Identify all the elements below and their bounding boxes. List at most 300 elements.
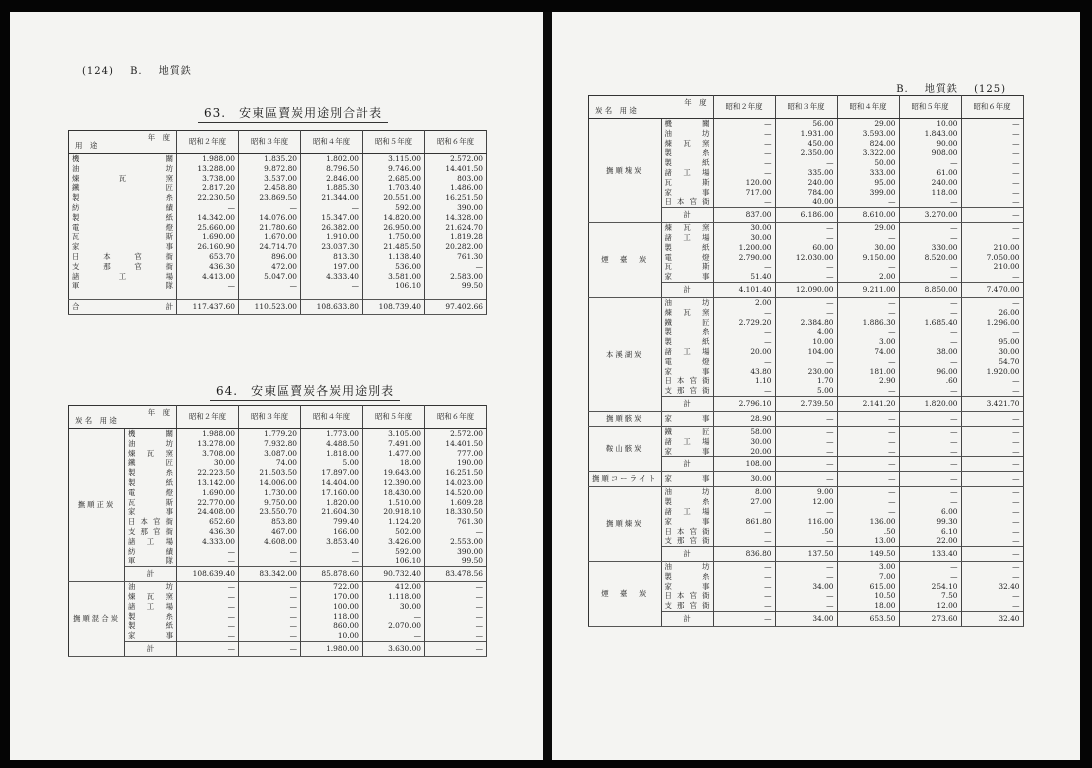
value-cell: —: [837, 297, 899, 307]
subtotal-value: 653.50: [837, 612, 899, 627]
value-cell: 8.00: [713, 487, 775, 497]
value-cell: 1.703.40: [363, 183, 425, 193]
value-cell: 5.00: [301, 458, 363, 468]
value-cell: —: [961, 148, 1023, 158]
value-cell: —: [775, 507, 837, 517]
page-number: (124): [82, 66, 114, 77]
value-cell: 2.572.00: [425, 429, 487, 439]
use-label: 電 燈: [661, 357, 713, 367]
value-cell: 9.872.80: [239, 164, 301, 174]
value-cell: 12.00: [775, 497, 837, 507]
table-row: [69, 507, 487, 517]
value-cell: —: [713, 158, 775, 168]
value-cell: 27.00: [713, 497, 775, 507]
value-cell: —: [961, 223, 1023, 233]
value-cell: —: [961, 572, 1023, 582]
total-value: 97.402.66: [425, 300, 487, 315]
value-cell: 197.00: [301, 262, 363, 272]
use-label: 瓦 斯: [661, 262, 713, 272]
value-cell: 106.10: [363, 556, 425, 566]
value-cell: 908.00: [899, 148, 961, 158]
value-cell: 43.80: [713, 367, 775, 377]
value-cell: —: [899, 426, 961, 436]
use-label: 家 事: [69, 242, 177, 252]
subtotal-value: 837.00: [713, 208, 775, 223]
table-64-header-row: [69, 406, 487, 429]
value-cell: 1.70: [775, 376, 837, 386]
year-header: 昭和３年度: [239, 406, 301, 429]
value-cell: —: [775, 437, 837, 447]
value-cell: 23.550.70: [239, 507, 301, 517]
value-cell: —: [961, 386, 1023, 396]
value-cell: 58.00: [713, 426, 775, 436]
value-cell: 118.00: [301, 612, 363, 622]
value-cell: —: [713, 139, 775, 149]
value-cell: —: [239, 203, 301, 213]
value-cell: 8.520.00: [899, 253, 961, 263]
use-label: 鐵 匠: [661, 318, 713, 328]
value-cell: —: [961, 188, 1023, 198]
subtotal-row: [69, 641, 487, 656]
value-cell: 30.00: [177, 458, 239, 468]
table-row: [69, 631, 487, 641]
value-cell: 1.819.28: [425, 232, 487, 242]
value-cell: 3.00: [837, 337, 899, 347]
value-cell: —: [775, 233, 837, 243]
use-label: 家 事: [125, 631, 177, 641]
value-cell: 181.00: [837, 367, 899, 377]
value-cell: —: [177, 281, 239, 291]
value-cell: 7.00: [837, 572, 899, 582]
value-cell: 14.401.50: [425, 439, 487, 449]
value-cell: —: [961, 517, 1023, 527]
value-cell: —: [899, 411, 961, 426]
value-cell: —: [837, 487, 899, 497]
subtotal-value: 273.60: [899, 612, 961, 627]
table-row: [69, 478, 487, 488]
value-cell: 56.00: [775, 119, 837, 129]
subtotal-value: 12.090.00: [775, 282, 837, 297]
right-page-header: [896, 80, 1018, 95]
subtotal-value: 7.470.00: [961, 282, 1023, 297]
value-cell: —: [899, 233, 961, 243]
value-cell: 23.869.50: [239, 193, 301, 203]
subtotal-value: 137.50: [775, 547, 837, 562]
table-row: [69, 429, 487, 439]
table-row: [69, 213, 487, 223]
value-cell: 14.076.00: [239, 213, 301, 223]
value-cell: 1.820.00: [301, 498, 363, 508]
use-label: 製 糸: [661, 148, 713, 158]
value-cell: 1.477.00: [363, 449, 425, 459]
value-cell: 13.142.00: [177, 478, 239, 488]
value-cell: —: [775, 262, 837, 272]
use-label: 電 燈: [661, 253, 713, 263]
value-cell: —: [775, 426, 837, 436]
value-cell: 5.00: [775, 386, 837, 396]
value-cell: —: [837, 327, 899, 337]
value-cell: 74.00: [837, 347, 899, 357]
value-cell: 30.00: [713, 437, 775, 447]
value-cell: 2.846.00: [301, 174, 363, 184]
value-cell: —: [837, 308, 899, 318]
value-cell: —: [239, 582, 301, 592]
value-cell: 333.00: [837, 168, 899, 178]
value-cell: —: [899, 262, 961, 272]
use-label: 機 關: [661, 119, 713, 129]
use-label: 日本官衙: [661, 591, 713, 601]
value-cell: —: [775, 411, 837, 426]
value-cell: 803.00: [425, 174, 487, 184]
table-row: [589, 119, 1024, 129]
value-cell: 1.773.00: [301, 429, 363, 439]
value-cell: 99.30: [899, 517, 961, 527]
value-cell: —: [425, 621, 487, 631]
value-cell: —: [837, 437, 899, 447]
value-cell: 7.932.80: [239, 439, 301, 449]
use-label: 油 坊: [125, 582, 177, 592]
value-cell: —: [425, 612, 487, 622]
header-diagonal-cell: 年 度 炭 名 用 途: [589, 96, 714, 119]
value-cell: 2.00: [837, 272, 899, 282]
value-cell: —: [961, 158, 1023, 168]
value-cell: —: [713, 386, 775, 396]
value-cell: 30.00: [837, 243, 899, 253]
value-cell: —: [961, 119, 1023, 129]
value-cell: —: [775, 572, 837, 582]
table-row: [69, 174, 487, 184]
use-label: 家 事: [125, 507, 177, 517]
value-cell: 3.853.40: [301, 537, 363, 547]
use-label: 家 事: [661, 272, 713, 282]
value-cell: —: [899, 337, 961, 347]
value-cell: —: [713, 337, 775, 347]
use-label: 油 坊: [661, 562, 713, 572]
use-label: 日 本 官 衙: [69, 252, 177, 262]
value-cell: 6.00: [899, 507, 961, 517]
value-cell: 2.384.80: [775, 318, 837, 328]
subtotal-value: 90.732.40: [363, 567, 425, 582]
value-cell: —: [961, 129, 1023, 139]
value-cell: 18.430.00: [363, 488, 425, 498]
value-cell: —: [713, 507, 775, 517]
value-cell: —: [425, 582, 487, 592]
value-cell: —: [961, 447, 1023, 457]
value-cell: 722.00: [301, 582, 363, 592]
value-cell: 1.920.00: [961, 367, 1023, 377]
table-row: [69, 517, 487, 527]
value-cell: —: [899, 487, 961, 497]
table-row: [589, 426, 1024, 436]
value-cell: —: [301, 547, 363, 557]
use-label: 電 燈: [69, 223, 177, 233]
subtotal-label: 計: [661, 612, 713, 627]
value-cell: —: [961, 233, 1023, 243]
value-cell: —: [177, 631, 239, 641]
value-cell: —: [899, 572, 961, 582]
table-row: [69, 527, 487, 537]
value-cell: 3.738.00: [177, 174, 239, 184]
subtotal-label: 計: [125, 567, 177, 582]
subtotal-value: —: [961, 457, 1023, 472]
use-label: 煉 瓦 窯: [69, 174, 177, 184]
value-cell: 21.503.50: [239, 468, 301, 478]
value-cell: 29.00: [837, 119, 899, 129]
value-cell: 34.00: [775, 582, 837, 592]
subtotal-value: 3.630.00: [363, 641, 425, 656]
value-cell: 12.030.00: [775, 253, 837, 263]
subtotal-value: 32.40: [961, 612, 1023, 627]
table-row: [589, 472, 1024, 487]
value-cell: 21.485.50: [363, 242, 425, 252]
use-label: 諸 工 場: [125, 537, 177, 547]
section-title: 地質鉄: [924, 84, 958, 95]
value-cell: —: [961, 497, 1023, 507]
value-cell: 330.00: [899, 243, 961, 253]
value-cell: —: [961, 426, 1023, 436]
use-label: 製 糸: [661, 572, 713, 582]
value-cell: —: [239, 592, 301, 602]
value-cell: —: [713, 601, 775, 611]
subtotal-value: 6.186.00: [775, 208, 837, 223]
value-cell: 1.988.00: [177, 154, 239, 164]
value-cell: —: [899, 437, 961, 447]
year-header: 昭和５年度: [363, 131, 425, 154]
coal-name: 撫順煉炭: [589, 487, 662, 562]
value-cell: 1.138.40: [363, 252, 425, 262]
value-cell: 51.40: [713, 272, 775, 282]
year-header: 昭和６年度: [961, 96, 1023, 119]
subtotal-label: 計: [125, 641, 177, 656]
value-cell: 5.047.00: [239, 272, 301, 282]
table-64-left: [68, 405, 487, 657]
value-cell: —: [837, 472, 899, 487]
year-header: 昭和４年度: [837, 96, 899, 119]
value-cell: 13.00: [837, 536, 899, 546]
value-cell: 18.00: [837, 601, 899, 611]
page-number: (125): [974, 84, 1006, 95]
value-cell: 9.00: [775, 487, 837, 497]
value-cell: 1.843.00: [899, 129, 961, 139]
value-cell: 170.00: [301, 592, 363, 602]
use-label: 製 糸: [661, 497, 713, 507]
value-cell: —: [899, 272, 961, 282]
use-label: 製 紙: [661, 337, 713, 347]
section-letter: B.: [896, 84, 909, 95]
value-cell: 25.660.00: [177, 223, 239, 233]
value-cell: —: [837, 411, 899, 426]
value-cell: 26.00: [961, 308, 1023, 318]
table-row: [69, 449, 487, 459]
value-cell: 54.70: [961, 357, 1023, 367]
value-cell: 210.00: [961, 262, 1023, 272]
section-letter: B.: [130, 66, 143, 77]
value-cell: 210.00: [961, 243, 1023, 253]
use-label: 諸 工 場: [661, 168, 713, 178]
value-cell: 26.950.00: [363, 223, 425, 233]
value-cell: 390.00: [425, 547, 487, 557]
table-64-caption: 64. 安東區賣炭各炭用途別表: [210, 382, 400, 401]
value-cell: 12.00: [899, 601, 961, 611]
value-cell: 30.00: [713, 472, 775, 487]
use-label: 煉 瓦 窯: [661, 223, 713, 233]
subtotal-value: —: [239, 641, 301, 656]
value-cell: 14.328.00: [425, 213, 487, 223]
coal-name: 撫順正炭: [69, 429, 125, 582]
value-cell: —: [775, 357, 837, 367]
value-cell: —: [239, 556, 301, 566]
value-cell: 95.00: [837, 178, 899, 188]
table-row: [589, 223, 1024, 233]
value-cell: 14.023.00: [425, 478, 487, 488]
value-cell: 412.00: [363, 582, 425, 592]
subtotal-value: 4.101.40: [713, 282, 775, 297]
table-row: [69, 468, 487, 478]
use-label: 日本官衙: [661, 527, 713, 537]
value-cell: 8.796.50: [301, 164, 363, 174]
value-cell: 390.00: [425, 203, 487, 213]
left-page: [10, 12, 543, 760]
value-cell: 23.037.30: [301, 242, 363, 252]
value-cell: —: [239, 631, 301, 641]
value-cell: 13.288.00: [177, 164, 239, 174]
value-cell: —: [239, 602, 301, 612]
value-cell: 30.00: [713, 223, 775, 233]
value-cell: 2.583.00: [425, 272, 487, 282]
year-header: 昭和２年度: [177, 406, 239, 429]
value-cell: 21.344.00: [301, 193, 363, 203]
value-cell: 799.40: [301, 517, 363, 527]
subtotal-value: 3.270.00: [899, 208, 961, 223]
value-cell: —: [775, 591, 837, 601]
use-label: 煉 瓦 窯: [125, 592, 177, 602]
year-header: 昭和５年度: [899, 96, 961, 119]
value-cell: —: [713, 591, 775, 601]
subtotal-value: 133.40: [899, 547, 961, 562]
value-cell: 436.30: [177, 262, 239, 272]
value-cell: 4.488.50: [301, 439, 363, 449]
value-cell: —: [775, 297, 837, 307]
value-cell: 1.835.20: [239, 154, 301, 164]
table-row: [69, 621, 487, 631]
subtotal-row: [69, 567, 487, 582]
value-cell: —: [177, 621, 239, 631]
value-cell: —: [961, 411, 1023, 426]
value-cell: 19.643.00: [363, 468, 425, 478]
value-cell: 2.790.00: [713, 253, 775, 263]
coal-name: 煙 臺 炭: [589, 223, 662, 298]
subtotal-value: 2.141.20: [837, 396, 899, 411]
use-label: 日本官衙: [661, 376, 713, 386]
value-cell: 104.00: [775, 347, 837, 357]
table-row: [69, 458, 487, 468]
use-label: 軍 隊: [69, 281, 177, 291]
value-cell: 190.00: [425, 458, 487, 468]
value-cell: 824.00: [837, 139, 899, 149]
value-cell: —: [425, 262, 487, 272]
table-row: [69, 272, 487, 282]
use-label: 諸 工 場: [661, 437, 713, 447]
value-cell: —: [899, 357, 961, 367]
use-label: 家 事: [661, 447, 713, 457]
subtotal-value: 8.610.00: [837, 208, 899, 223]
use-label: 家 事: [661, 367, 713, 377]
value-cell: —: [177, 612, 239, 622]
value-cell: 15.347.00: [301, 213, 363, 223]
use-label: 家 事: [661, 188, 713, 198]
total-row: [69, 300, 487, 315]
value-cell: —: [961, 591, 1023, 601]
total-value: 108.739.40: [363, 300, 425, 315]
value-cell: 4.333.40: [301, 272, 363, 282]
value-cell: 1.690.00: [177, 488, 239, 498]
subtotal-value: 149.50: [837, 547, 899, 562]
total-value: 110.523.00: [239, 300, 301, 315]
value-cell: 61.00: [899, 168, 961, 178]
value-cell: 17.160.00: [301, 488, 363, 498]
value-cell: 3.087.00: [239, 449, 301, 459]
value-cell: 22.230.50: [177, 193, 239, 203]
value-cell: —: [713, 119, 775, 129]
value-cell: 28.90: [713, 411, 775, 426]
value-cell: —: [713, 129, 775, 139]
use-label: 瓦 斯: [69, 232, 177, 242]
use-label: 支那官衙: [661, 601, 713, 611]
subtotal-value: 3.421.70: [961, 396, 1023, 411]
subtotal-value: 1.820.00: [899, 396, 961, 411]
value-cell: 2.729.20: [713, 318, 775, 328]
subtotal-value: —: [837, 457, 899, 472]
value-cell: —: [713, 582, 775, 592]
value-cell: 2.685.00: [363, 174, 425, 184]
header-diagonal-cell: 年 度 炭 名 用 途: [69, 406, 177, 429]
use-label: 瓦 斯: [125, 498, 177, 508]
value-cell: 896.00: [239, 252, 301, 262]
value-cell: —: [837, 426, 899, 436]
value-cell: —: [425, 592, 487, 602]
value-cell: 12.390.00: [363, 478, 425, 488]
subtotal-value: —: [899, 457, 961, 472]
use-label: 支 那 官 衙: [69, 262, 177, 272]
value-cell: 860.00: [301, 621, 363, 631]
value-cell: 14.404.00: [301, 478, 363, 488]
value-cell: 60.00: [775, 243, 837, 253]
subtotal-value: —: [961, 208, 1023, 223]
use-label: 軍 隊: [125, 556, 177, 566]
value-cell: —: [961, 168, 1023, 178]
value-cell: —: [899, 158, 961, 168]
value-cell: 472.00: [239, 262, 301, 272]
value-cell: —: [363, 631, 425, 641]
subtotal-value: 2.796.10: [713, 396, 775, 411]
total-value: 108.633.80: [301, 300, 363, 315]
use-label: 煉 瓦 窯: [125, 449, 177, 459]
value-cell: 592.00: [363, 203, 425, 213]
year-header: 昭和３年度: [775, 96, 837, 119]
value-cell: 20.918.10: [363, 507, 425, 517]
value-cell: 136.00: [837, 517, 899, 527]
value-cell: 100.00: [301, 602, 363, 612]
subtotal-value: 1.980.00: [301, 641, 363, 656]
value-cell: 399.00: [837, 188, 899, 198]
value-cell: 1.802.00: [301, 154, 363, 164]
value-cell: 18.00: [363, 458, 425, 468]
value-cell: 2.572.00: [425, 154, 487, 164]
table-64-right: [588, 95, 1024, 627]
value-cell: —: [961, 376, 1023, 386]
value-cell: —: [961, 437, 1023, 447]
value-cell: —: [713, 357, 775, 367]
